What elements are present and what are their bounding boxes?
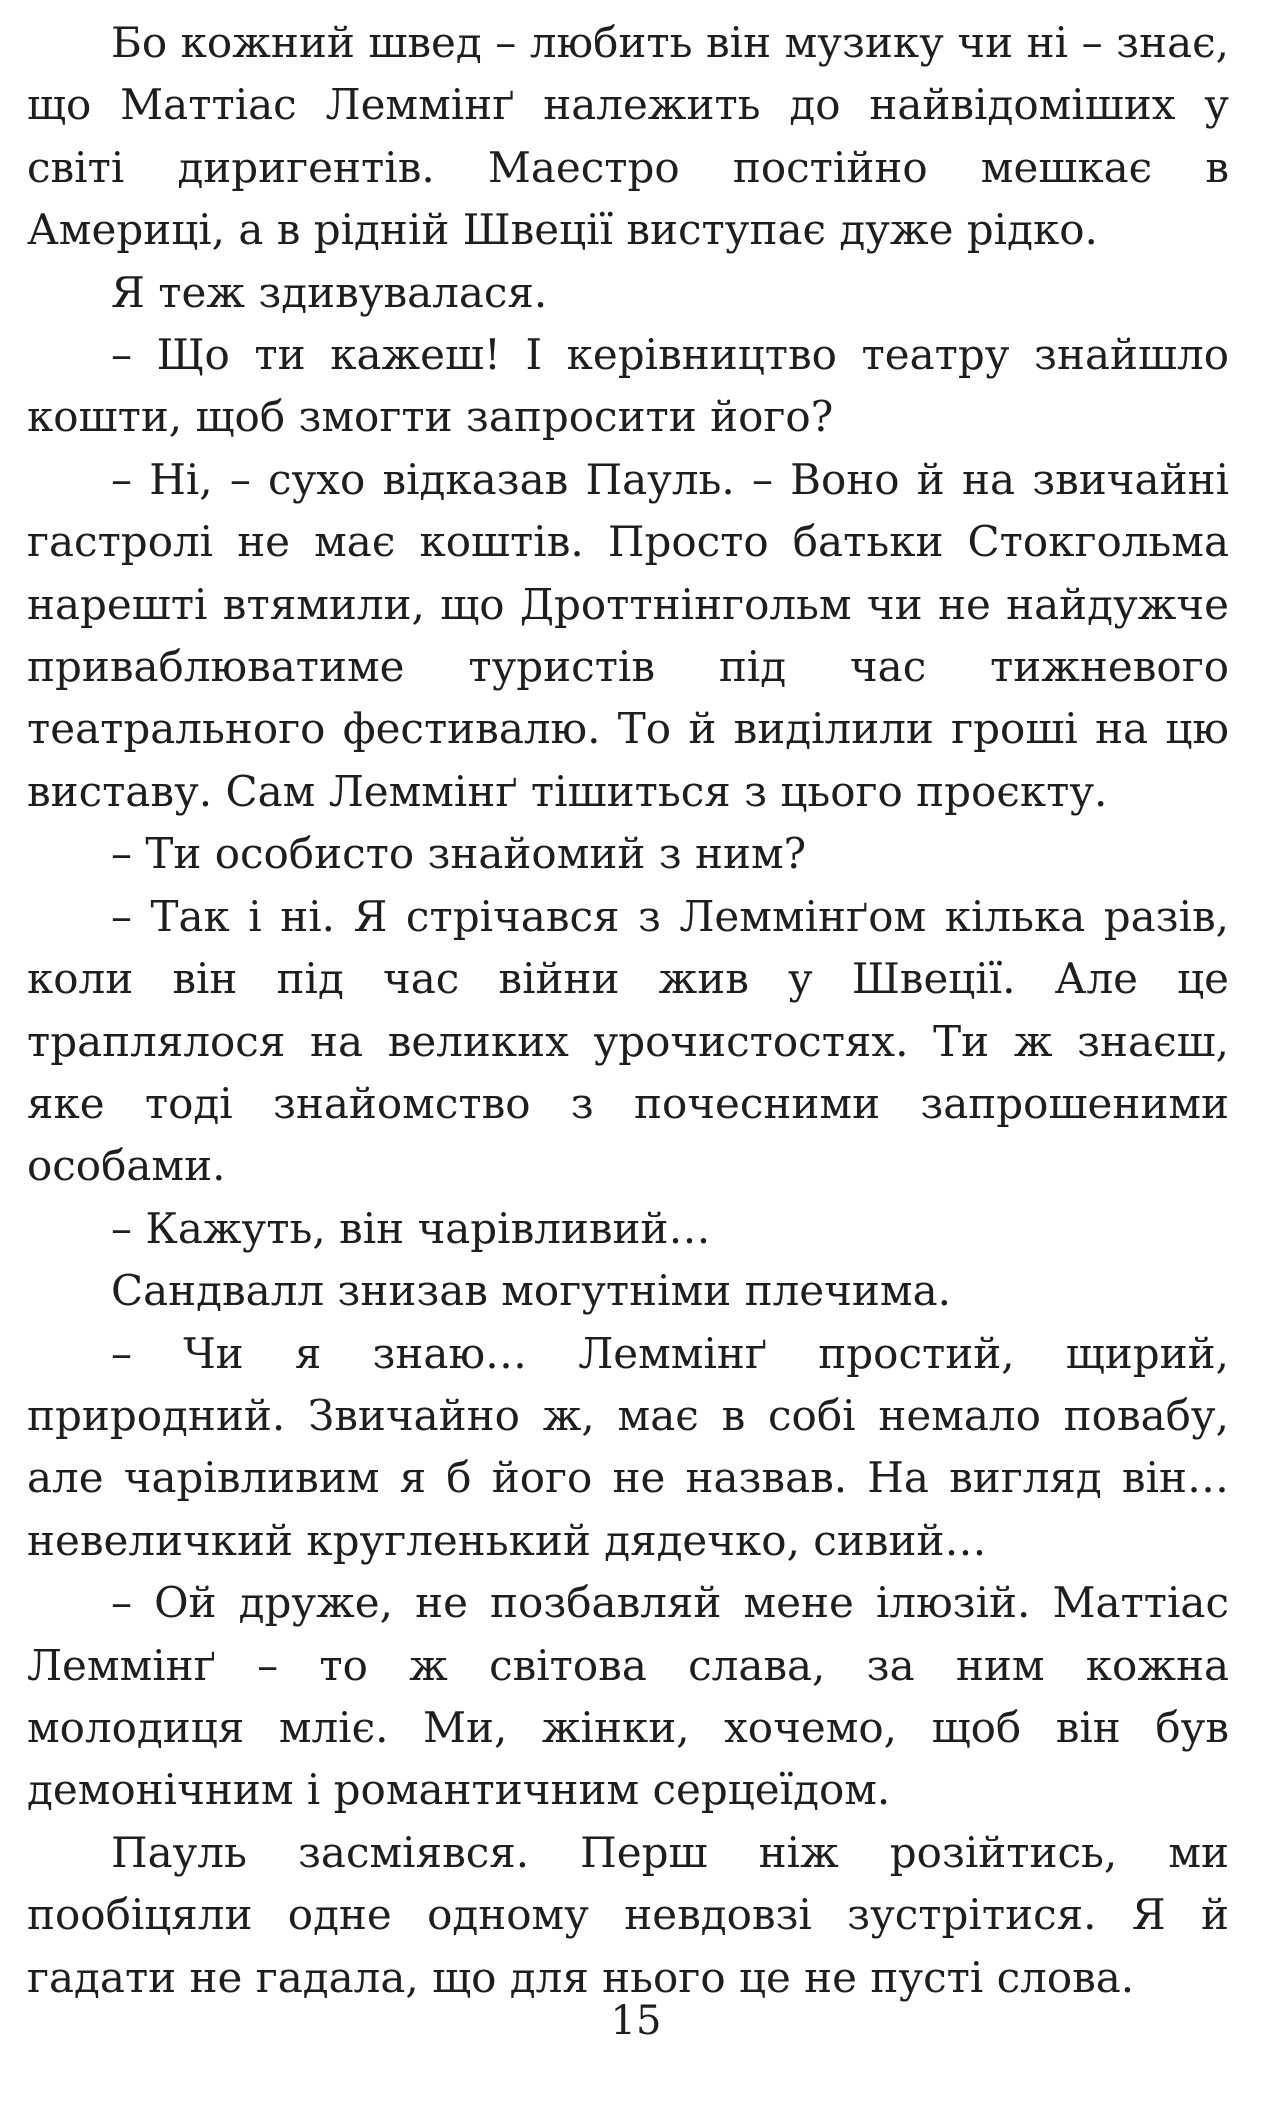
paragraph-5: – Ти особисто знайомий з ним? [111,829,807,879]
paragraph-9: – Чи я знаю… Леммінґ простий, щирий, природний. Звичайно ж, має в собі немало повабу, але чарівливим я б його не назвав. На вигляд він… невеличкий кругленький дядечко, сивий… [27,1328,1229,1565]
paragraph-4: – Ні, – сухо відказав Пауль. – Воно й на звичайні гастролі не має коштів. Просто батьки Стокгольма нарешті втямили, що Дроттнінгольм чи не найдужче приваблюватиме туристів під час тижневого театрального фестивалю. То й виділили гроші на цю виставу. Сам Леммінґ тішиться з цього проєкту. [27,454,1229,816]
body-text [27,12,1229,2009]
paragraph-7: – Кажуть, він чарівливий… [111,1203,711,1253]
paragraph-11: Пауль засміявся. Перш ніж розійтись, ми пообіцяли одне одному невдовзі зустрітися. Я й гадати не гадала, що для нього це не пусті слова. [27,1827,1229,2002]
paragraph-6: – Так і ні. Я стрічався з Леммінґом кілька разів, коли він під час війни жив у Швеції. Але це траплялося на великих урочистостях. Ти ж знаєш, яке тоді знайомство з почесними запрошеними особами. [27,891,1229,1191]
paragraph-2: Я теж здивувалася. [111,267,548,317]
paragraph-8: Сандвалл знизав могутніми плечима. [111,1266,951,1316]
paragraph-10: – Ой друже, не позбавляй мене ілюзій. Маттіас Леммінґ – то ж світова слава, за ним кожна молодиця мліє. Ми, жінки, хочемо, щоб він був демонічним і романтичним серцеїдом. [27,1578,1229,1815]
page-number: 15 [610,1998,662,2044]
paragraph-3: – Що ти кажеш! І керівництво театру знайшло кошти, щоб змогти запросити його? [27,330,1229,442]
paragraph-1: Бо кожний швед – любить він музику чи ні – знає, що Маттіас Леммінґ належить до найвідоміших у світі диригентів. Маестро постійно мешкає в Америці, а в рідній Швеції виступає дуже рідко. [27,18,1229,255]
